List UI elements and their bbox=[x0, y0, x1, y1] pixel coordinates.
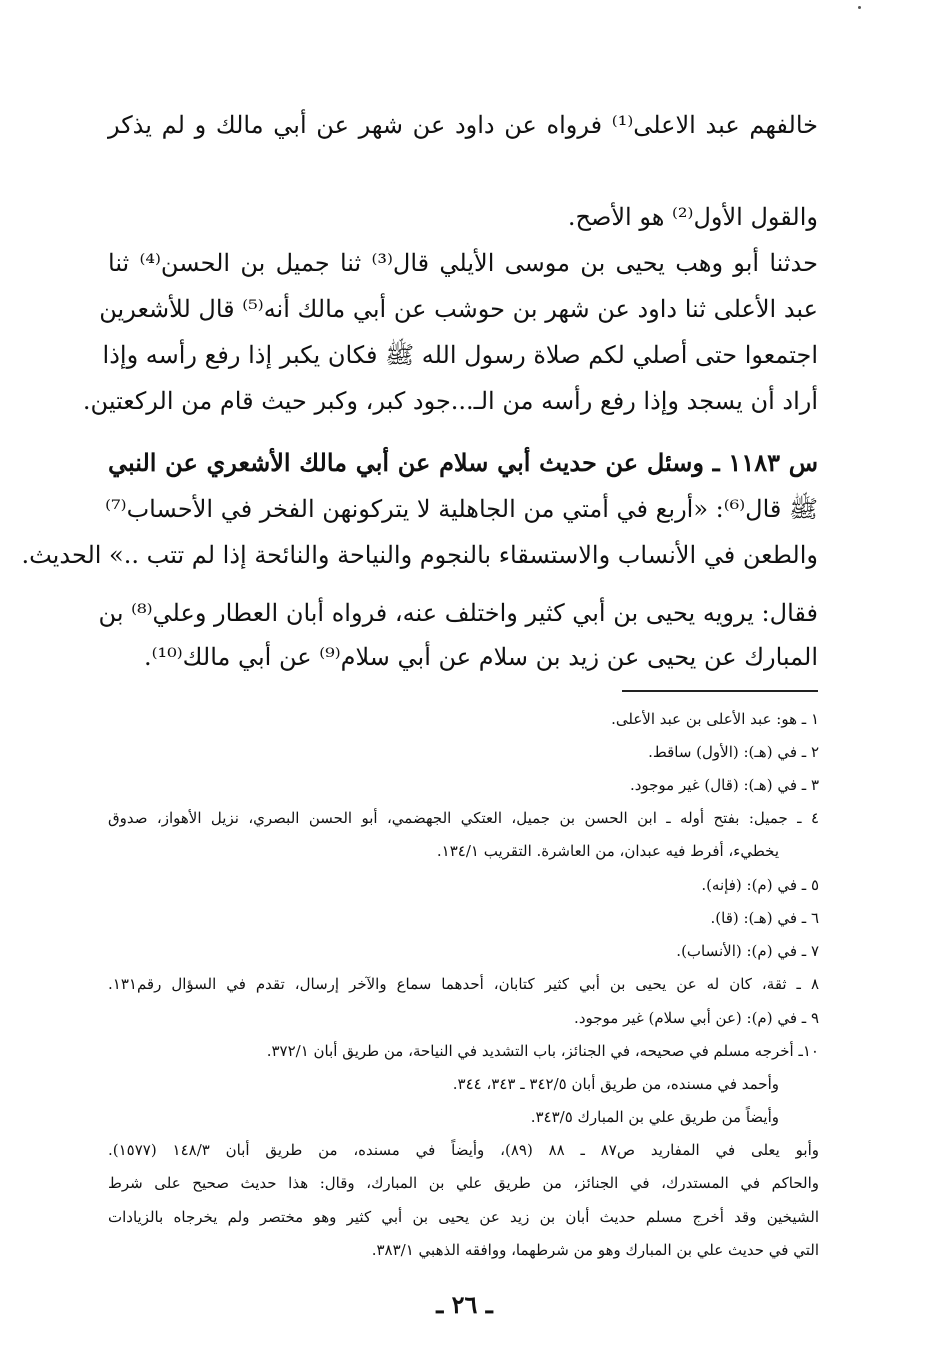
text-line-9: والطعن في الأنساب والاستسقاء بالنجوم والنياحة والنائحة إذا لم تتب ..» الحديث. bbox=[21, 541, 818, 569]
text-line-1: خالفهم عبد الاعلى⁽¹⁾ فرواه عن داود عن شهر عن أبي مالك و لم يذكر bbox=[108, 111, 818, 139]
footnote-4: ٤ ـ جميل: بفتح أوله ـ ابن الحسن بن جميل، العتكي الجهضمي، أبو الحسن البصري، نزيل الأهواز، صدوق bbox=[108, 809, 819, 827]
page-number: ـ ٢٦ ـ bbox=[436, 1290, 493, 1319]
footnote-7: ٧ ـ في (م): (الأنساب). bbox=[676, 942, 819, 960]
text-line-10: فقال: يرويه يحيى بن أبي كثير واختلف عنه، فرواه أبان العطار وعلي⁽⁸⁾ بن bbox=[98, 599, 818, 627]
footnote-10-cont-3: وأبو يعلى في المفاريد ص٨٧ ـ ٨٨ (٨٩)، وأيضاً في مسنده، من طريق أبان ١٤٨/٣ (١٥٧٧). bbox=[108, 1141, 819, 1159]
footnote-9: ٩ ـ في (م): (عن أبي سلام) غير موجود. bbox=[574, 1009, 819, 1027]
text-line-3: حدثنا أبو وهب يحيى بن موسى الأيلي قال⁽³⁾ ثنا جميل بن الحسن⁽⁴⁾ ثنا bbox=[108, 249, 818, 277]
text-line-8: ﷺ قال⁽⁶⁾: «أربع في أمتي من الجاهلية لا يتركونهن الفخر في الأحساب⁽⁷⁾ bbox=[105, 495, 818, 523]
question-heading-line: س ١١٨٣ ـ وسئل عن حديث أبي سلام عن أبي مالك الأشعري عن النبي bbox=[108, 448, 818, 477]
footnote-1: ١ ـ هو: عبد الأعلى بن عبد الأعلى. bbox=[611, 710, 819, 728]
footnote-3: ٣ ـ في (هـ): (قال) غير موجود. bbox=[629, 776, 819, 794]
text-line-5: اجتمعوا حتى أصلي لكم صلاة رسول الله ﷺ فكان يكبر إذا رفع رأسه وإذا bbox=[102, 341, 818, 369]
footnote-separator bbox=[622, 690, 818, 692]
footnote-10: ١٠ـ أخرجه مسلم في صحيحه، في الجنائز، باب التشديد في النياحة، من طريق أبان ٣٧٢/١. bbox=[266, 1042, 819, 1060]
text-line-4: عبد الأعلى ثنا داود عن شهر بن حوشب عن أبي مالك أنه⁽⁵⁾ قال للأشعرين bbox=[99, 295, 818, 323]
footnote-10-cont-2: وأيضاً من طريق علي بن المبارك ٣٤٣/٥. bbox=[530, 1108, 779, 1126]
footnote-10-cont-5: الشيخين وقد أخرج مسلم حديث أبان بن زيد عن يحيى بن أبي كثير وهو مختصر ولم يخرجاه بالزيادات bbox=[108, 1208, 819, 1226]
footnote-4-cont: يخطيء، أفرط فيه عبدان، من العاشرة. التقريب ١٣٤/١. bbox=[436, 842, 779, 860]
text-line-2: والقول الأول⁽²⁾ هو الأصح. bbox=[567, 203, 818, 231]
footnote-10-cont-4: والحاكم في المستدرك، في الجنائز، من طريق علي بن المبارك، وقال: هذا حديث صحيح على شرط bbox=[108, 1174, 819, 1192]
footnote-2: ٢ ـ في (هـ): (الأول) ساقط. bbox=[648, 743, 819, 761]
footnote-10-cont-6: التي في حديث علي بن المبارك وهو من شرطهما، ووافقه الذهبي ٣٨٣/١. bbox=[371, 1241, 819, 1259]
text-line-6: أراد أن يسجد وإذا رفع رأسه من الـ...جود كبر، وكبر حيث قام من الركعتين. bbox=[82, 387, 818, 415]
footnote-6: ٦ ـ في (هـ): (قا). bbox=[710, 909, 819, 927]
scan-speck bbox=[858, 6, 861, 9]
text-line-11: المبارك عن يحيى عن زيد بن سلام عن أبي سلام⁽⁹⁾ عن أبي مالك⁽¹⁰⁾. bbox=[143, 643, 818, 671]
footnote-8: ٨ ـ ثقة، كان له عن يحيى بن أبي كثير كتابان، أحدهما سماع والآخر إرسال، تقدم في السؤال رقم١٣١. bbox=[108, 975, 819, 993]
footnote-5: ٥ ـ في (م): (فإنه). bbox=[701, 876, 819, 894]
footnote-10-cont-1: وأحمد في مسنده، من طريق أبان ٣٤٢/٥ ـ ٣٤٣، ٣٤٤. bbox=[452, 1075, 779, 1093]
